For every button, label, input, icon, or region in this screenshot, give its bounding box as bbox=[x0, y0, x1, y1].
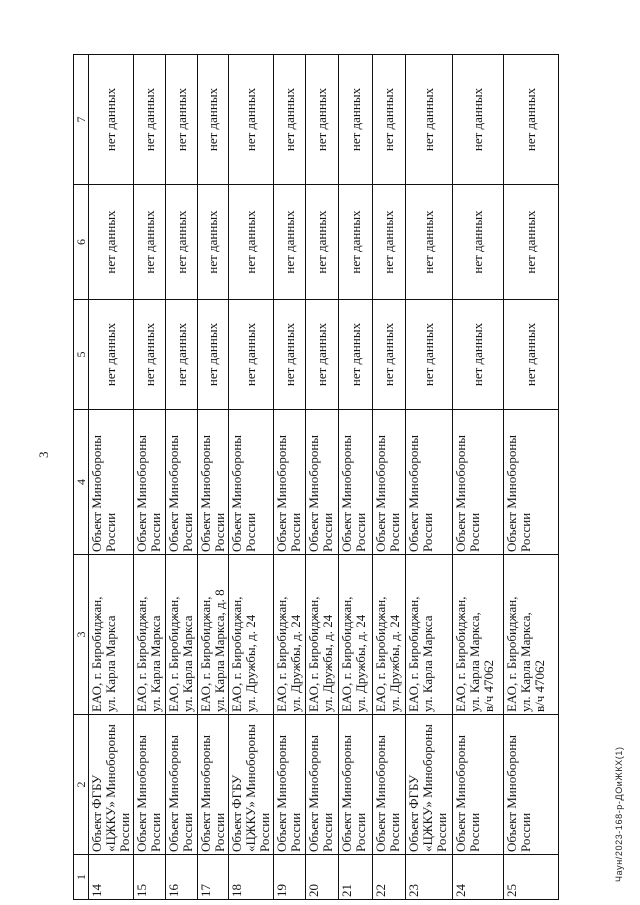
cell-col-5: нет данных bbox=[229, 300, 274, 410]
cell-object-name: Объект Минобороны России bbox=[339, 715, 373, 855]
cell-owner: Объект Минобороны России bbox=[229, 410, 274, 555]
table-row bbox=[339, 55, 373, 900]
table-row bbox=[198, 55, 229, 900]
cell-col-7: нет данных bbox=[373, 55, 406, 185]
cell-col-7: нет данных bbox=[166, 55, 198, 185]
table-row bbox=[274, 55, 306, 900]
cell-owner: Объект Минобороны России bbox=[406, 410, 453, 555]
cell-object-name: Объект ФГБУ «ЦЖКУ» Минобороны России bbox=[89, 715, 134, 855]
cell-col-7: нет данных bbox=[406, 55, 453, 185]
cell-address: ЕАО, г. Биробиджан, ул. Дружбы, д. 24 bbox=[373, 555, 406, 715]
cell-address: ЕАО, г. Биробиджан, ул. Карла Маркса bbox=[134, 555, 166, 715]
cell-address: ЕАО, г. Биробиджан, ул. Карла Маркса, в/ч 47062 bbox=[453, 555, 504, 715]
cell-col-6: нет данных bbox=[134, 185, 166, 300]
cell-col-5: нет данных bbox=[406, 300, 453, 410]
cell-row-number: 16 bbox=[166, 855, 198, 900]
cell-row-number: 18 bbox=[229, 855, 274, 900]
cell-owner: Объект Минобороны России bbox=[306, 410, 339, 555]
cell-object-name: Объект Минобороны России bbox=[198, 715, 229, 855]
cell-col-5: нет данных bbox=[453, 300, 504, 410]
header-col-4: 4 bbox=[74, 410, 89, 555]
table-header-row bbox=[74, 55, 89, 900]
cell-address: ЕАО, г. Биробиджан, ул. Карла Маркса bbox=[89, 555, 134, 715]
cell-row-number: 17 bbox=[198, 855, 229, 900]
cell-row-number: 14 bbox=[89, 855, 134, 900]
cell-col-7: нет данных bbox=[134, 55, 166, 185]
cell-col-7: нет данных bbox=[229, 55, 274, 185]
cell-col-6: нет данных bbox=[229, 185, 274, 300]
cell-owner: Объект Минобороны России bbox=[198, 410, 229, 555]
cell-col-5: нет данных bbox=[504, 300, 559, 410]
page-number: 3 bbox=[36, 451, 51, 458]
cell-row-number: 20 bbox=[306, 855, 339, 900]
cell-col-5: нет данных bbox=[89, 300, 134, 410]
table-row bbox=[89, 55, 134, 900]
cell-object-name: Объект Минобороны России bbox=[373, 715, 406, 855]
cell-col-5: нет данных bbox=[134, 300, 166, 410]
header-col-7: 7 bbox=[74, 55, 89, 185]
cell-address: ЕАО, г. Биробиджан, ул. Карла Маркса bbox=[406, 555, 453, 715]
cell-col-7: нет данных bbox=[274, 55, 306, 185]
table-row bbox=[306, 55, 339, 900]
header-col-3: 3 bbox=[74, 555, 89, 715]
cell-row-number: 24 bbox=[453, 855, 504, 900]
cell-col-7: нет данных bbox=[504, 55, 559, 185]
table-row bbox=[504, 55, 559, 900]
cell-row-number: 22 bbox=[373, 855, 406, 900]
cell-object-name: Объект ФГБУ «ЦЖКУ» Минобороны России bbox=[229, 715, 274, 855]
cell-col-5: нет данных bbox=[198, 300, 229, 410]
cell-object-name: Объект Минобороны России bbox=[274, 715, 306, 855]
cell-col-5: нет данных bbox=[339, 300, 373, 410]
cell-col-6: нет данных bbox=[198, 185, 229, 300]
cell-address: ЕАО, г. Биробиджан, ул. Карла Маркса bbox=[166, 555, 198, 715]
cell-object-name: Объект Минобороны России bbox=[504, 715, 559, 855]
header-col-5: 5 bbox=[74, 300, 89, 410]
cell-col-6: нет данных bbox=[339, 185, 373, 300]
table-row bbox=[134, 55, 166, 900]
cell-owner: Объект Минобороны России bbox=[339, 410, 373, 555]
cell-col-7: нет данных bbox=[306, 55, 339, 185]
cell-row-number: 23 bbox=[406, 855, 453, 900]
objects-table bbox=[73, 54, 559, 900]
table-row bbox=[453, 55, 504, 900]
cell-col-6: нет данных bbox=[453, 185, 504, 300]
cell-row-number: 15 bbox=[134, 855, 166, 900]
cell-col-6: нет данных bbox=[373, 185, 406, 300]
header-col-2: 2 bbox=[74, 715, 89, 855]
cell-owner: Объект Минобороны России bbox=[504, 410, 559, 555]
cell-col-7: нет данных bbox=[453, 55, 504, 185]
cell-row-number: 25 bbox=[504, 855, 559, 900]
cell-col-6: нет данных bbox=[306, 185, 339, 300]
cell-col-6: нет данных bbox=[504, 185, 559, 300]
cell-owner: Объект Минобороны России bbox=[134, 410, 166, 555]
cell-row-number: 21 bbox=[339, 855, 373, 900]
cell-object-name: Объект Минобороны России bbox=[134, 715, 166, 855]
table-row bbox=[406, 55, 453, 900]
cell-address: ЕАО, г. Биробиджан, ул. Дружбы, д. 24 bbox=[229, 555, 274, 715]
cell-owner: Объект Минобороны России bbox=[453, 410, 504, 555]
header-col-1: 1 bbox=[74, 855, 89, 900]
cell-col-7: нет данных bbox=[198, 55, 229, 185]
cell-object-name: Объект Минобороны России bbox=[166, 715, 198, 855]
cell-owner: Объект Минобороны России bbox=[274, 410, 306, 555]
cell-address: ЕАО, г. Биробиджан, ул. Карла Маркса, д. 8 bbox=[198, 555, 229, 715]
cell-object-name: Объект ФГБУ «ЦЖКУ» Минобороны России bbox=[406, 715, 453, 855]
cell-col-6: нет данных bbox=[406, 185, 453, 300]
table-row bbox=[229, 55, 274, 900]
cell-col-6: нет данных bbox=[274, 185, 306, 300]
table-row bbox=[373, 55, 406, 900]
cell-col-5: нет данных bbox=[306, 300, 339, 410]
cell-owner: Объект Минобороны России bbox=[166, 410, 198, 555]
cell-address: ЕАО, г. Биробиджан, ул. Карла Маркса, в/ч 47062 bbox=[504, 555, 559, 715]
cell-owner: Объект Минобороны России bbox=[373, 410, 406, 555]
cell-row-number: 19 bbox=[274, 855, 306, 900]
cell-col-5: нет данных bbox=[166, 300, 198, 410]
table-row bbox=[166, 55, 198, 900]
cell-col-6: нет данных bbox=[166, 185, 198, 300]
cell-address: ЕАО, г. Биробиджан, ул. Дружбы, д. 24 bbox=[306, 555, 339, 715]
cell-object-name: Объект Минобороны России bbox=[306, 715, 339, 855]
cell-owner: Объект Минобороны России bbox=[89, 410, 134, 555]
cell-col-5: нет данных bbox=[274, 300, 306, 410]
cell-address: ЕАО, г. Биробиджан, ул. Дружбы, д. 24 bbox=[274, 555, 306, 715]
header-col-6: 6 bbox=[74, 185, 89, 300]
cell-col-7: нет данных bbox=[89, 55, 134, 185]
cell-col-5: нет данных bbox=[373, 300, 406, 410]
document-code: Чаун/2023-168-р-ДОиЖКХ(1) bbox=[614, 746, 624, 882]
cell-col-7: нет данных bbox=[339, 55, 373, 185]
cell-col-6: нет данных bbox=[89, 185, 134, 300]
objects-table-wrapper bbox=[73, 55, 553, 900]
cell-address: ЕАО, г. Биробиджан, ул. Дружбы, д. 24 bbox=[339, 555, 373, 715]
cell-object-name: Объект Минобороны России bbox=[453, 715, 504, 855]
